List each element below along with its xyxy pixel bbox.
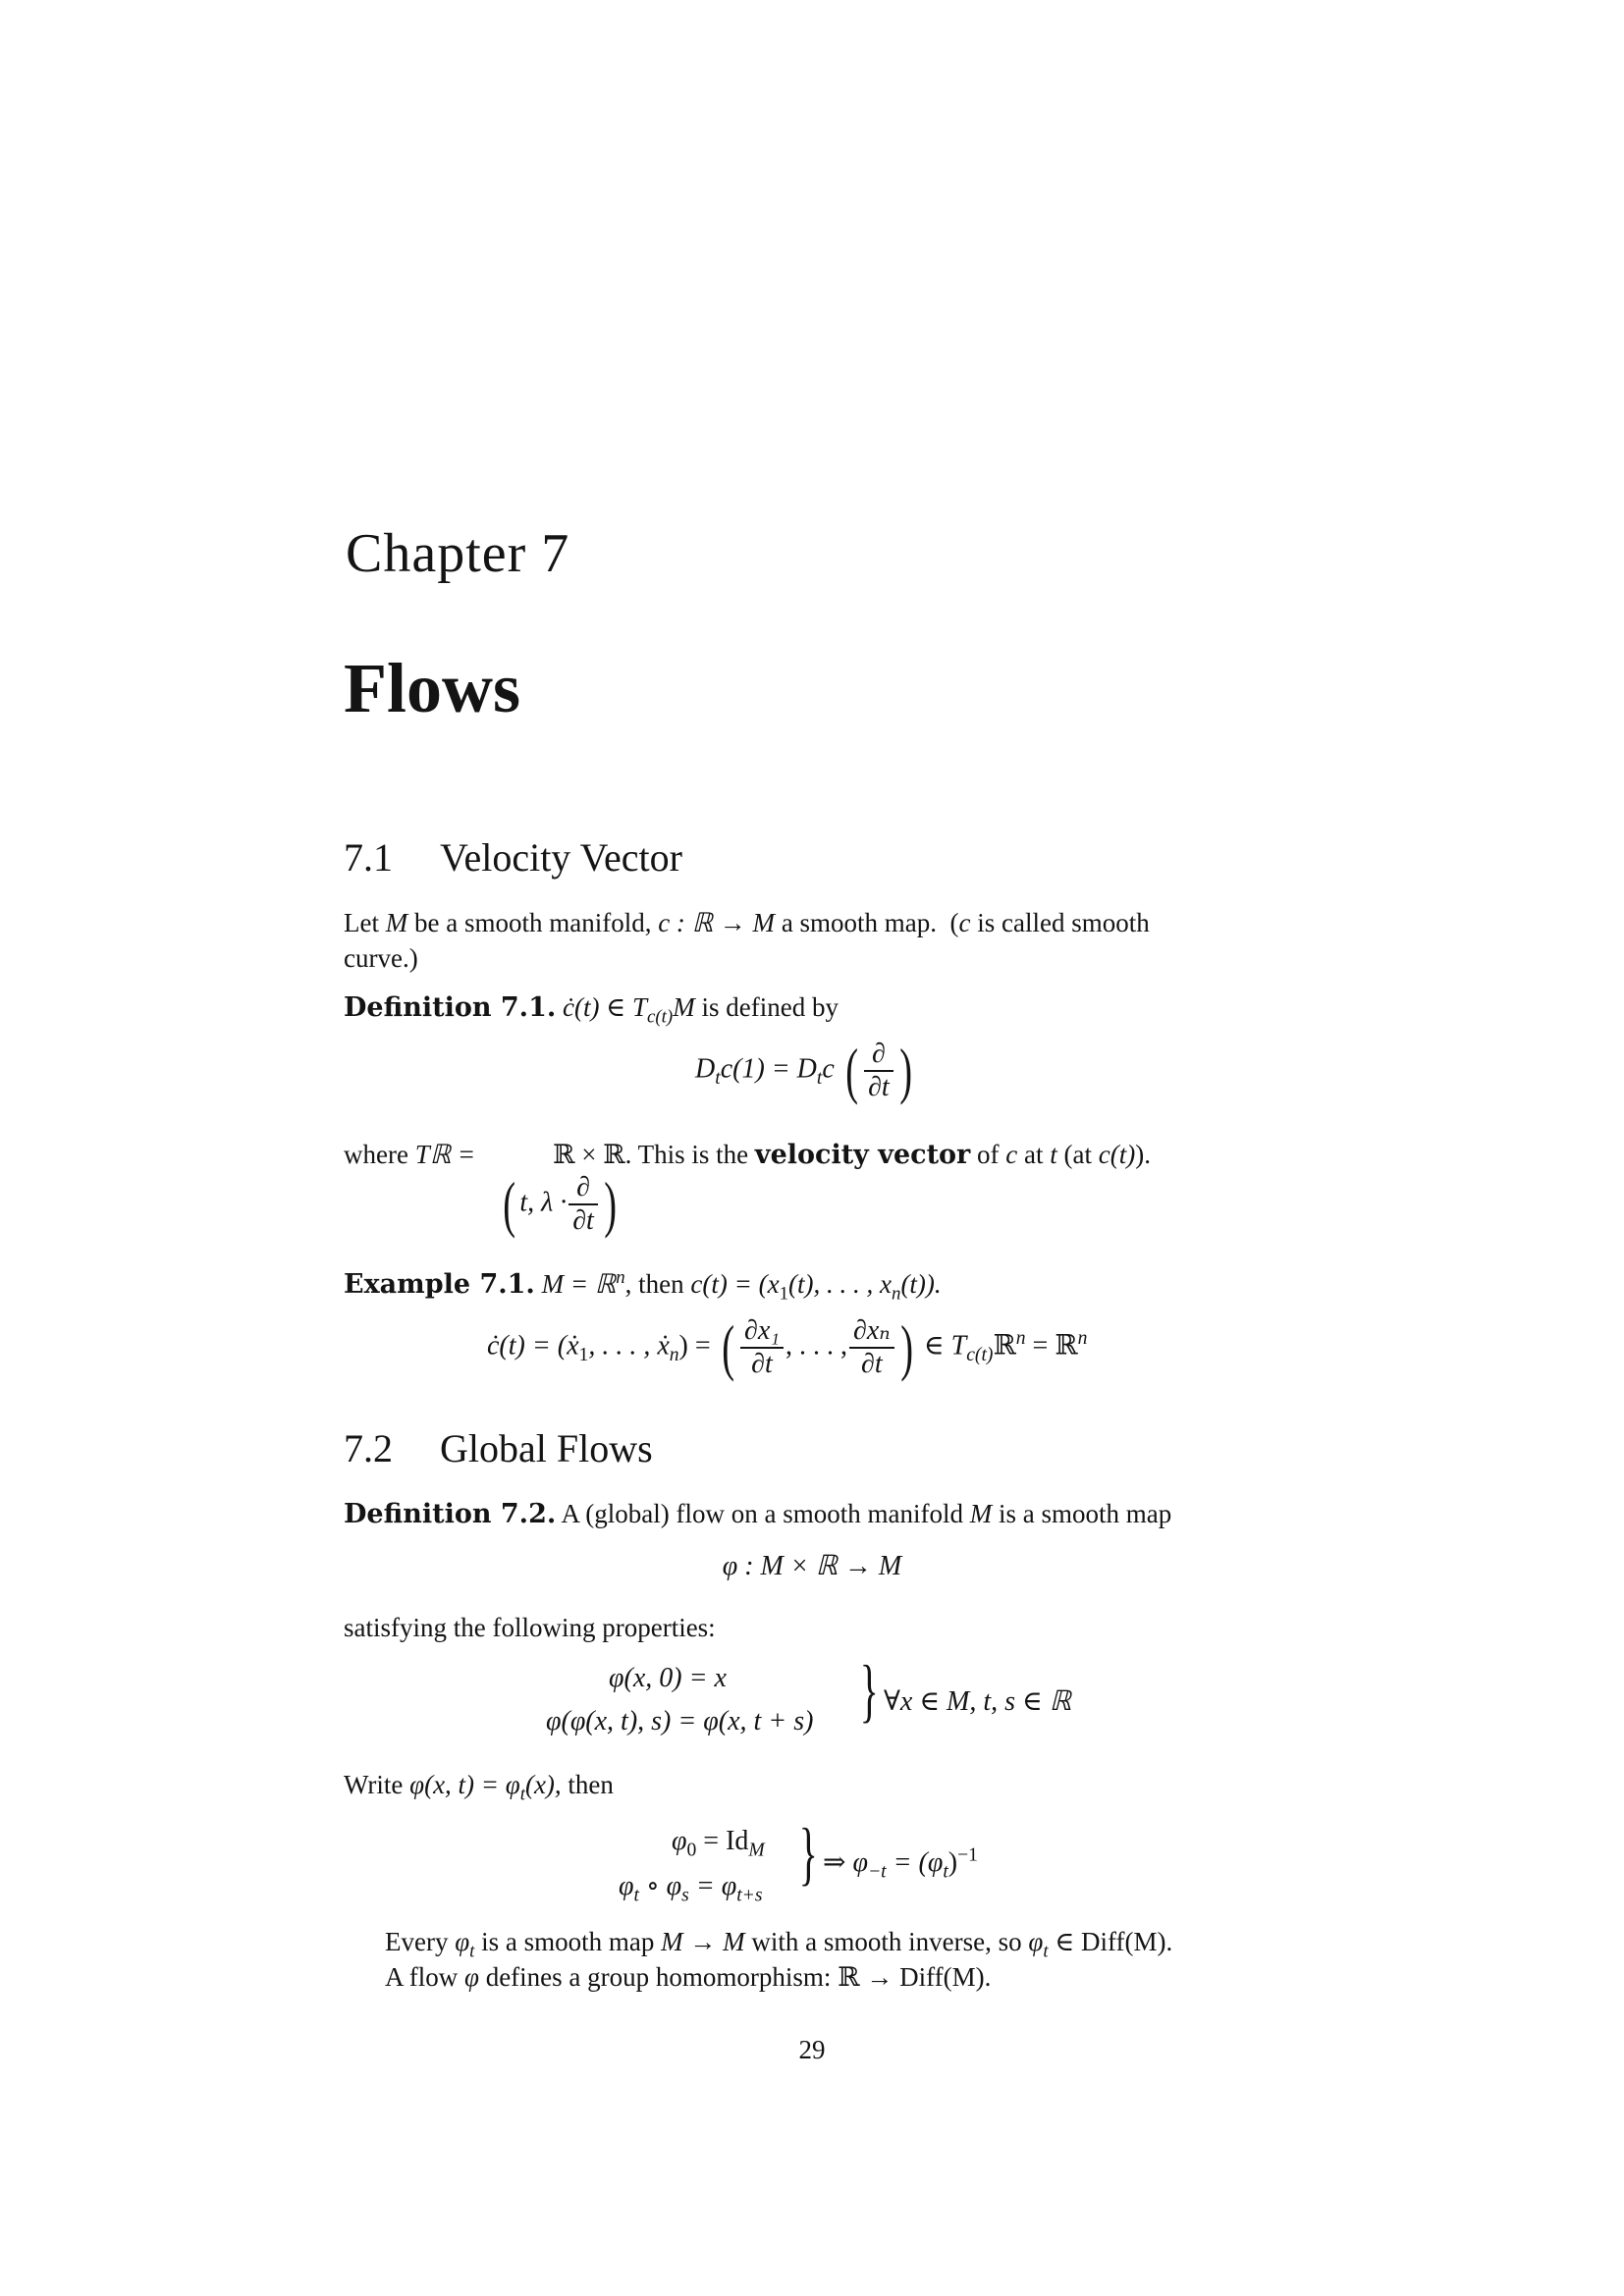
right-brace: } — [798, 1814, 818, 1893]
example-label: Example 7.1. — [344, 1269, 535, 1300]
section-title: Global Flows — [440, 1426, 653, 1470]
where-line: where Tℝ = — [344, 1140, 476, 1169]
closing-line-2: A flow φ defines a group homomorphism: ℝ → Diff(M). — [385, 1962, 992, 1992]
write-line: Write φ(x, $t) = \varphi_t(x)$, then — [344, 1770, 614, 1805]
where-line-rest: ℝ × ℝ. This is the velocity vector of c at t (at c(t)). — [553, 1140, 1151, 1170]
intro-line-1: Let M be a smooth manifold, c : ℝ → M a smooth map. (c is called smooth — [344, 908, 1150, 937]
group-composition: $\varphi_t$ ∘ $\varphi_s = \varphi_{t+s}$ — [619, 1871, 763, 1906]
definition-7-2: Definition 7.2. A (global) flow on a smooth manifold M is a smooth map — [344, 1499, 1172, 1529]
property-1: φ(x, 0) = x — [609, 1663, 727, 1693]
section-title: Velocity Vector — [440, 835, 682, 880]
equation-velocity: $D_tc(1) = D_tc$ ( $\frac{\partial}{\partial t}$ ) — [695, 1036, 912, 1105]
property-2: φ(φ(x, t), s) = φ(x, t + s) — [546, 1706, 814, 1736]
page-number: 29 — [798, 2035, 826, 2064]
definition-7-1: Definition 7.1. ċ(t) ∈ $T_{c(t)}M$ is defined by — [344, 992, 839, 1028]
forall-condition: ∀x ∈ M, t, s ∈ ℝ — [884, 1686, 1071, 1717]
section-heading — [344, 834, 682, 881]
definition-label: Definition 7.1. — [344, 992, 557, 1023]
group-identity: $\varphi_0 = Id_M$ — [672, 1826, 765, 1861]
equation-flow-map: φ : M × ℝ → M — [722, 1551, 902, 1581]
section-number: 7.1 — [344, 835, 393, 880]
intro-line-2: curve.) — [344, 943, 418, 973]
section-number: 7.2 — [344, 1426, 393, 1470]
definition-label: Definition 7.2. — [344, 1499, 557, 1529]
section-heading — [344, 1425, 653, 1471]
example-7-1: Example 7.1. M = ℝ$^n$, then $c(t) = (x_1(t)$, . . . , $x_n(t)$). — [344, 1267, 942, 1305]
tangent-tuple: ( t, λ · $\frac{\partial}{\partial t}$ ) — [503, 1169, 617, 1239]
right-brace: } — [859, 1651, 879, 1730]
equation-example: ċ(t) = (ẋ$_1$, . . . , ẋ$_n$) = ( $\frac{\text{∂x₁}}{\partial t}$ , . . . , $\frac{\text{∂xₙ}}{\partial t}$ ) ∈ $T_{c(t)}ℝ^n$ = ℝ$^n$ — [487, 1312, 1088, 1382]
chapter-label: Chapter 7 — [346, 523, 570, 584]
satisfying-line: satisfying the following properties: — [344, 1613, 716, 1642]
closing-line-1: Every $\varphi_t$ is a smooth map M → M with a smooth inverse, so $\varphi_t$ ∈ Diff(M). — [385, 1927, 1173, 1962]
inverse-implication: ⇒ $\varphi_{-t} = (\varphi_t)^{-1}$ — [823, 1844, 978, 1883]
chapter-title: Flows — [344, 649, 520, 727]
